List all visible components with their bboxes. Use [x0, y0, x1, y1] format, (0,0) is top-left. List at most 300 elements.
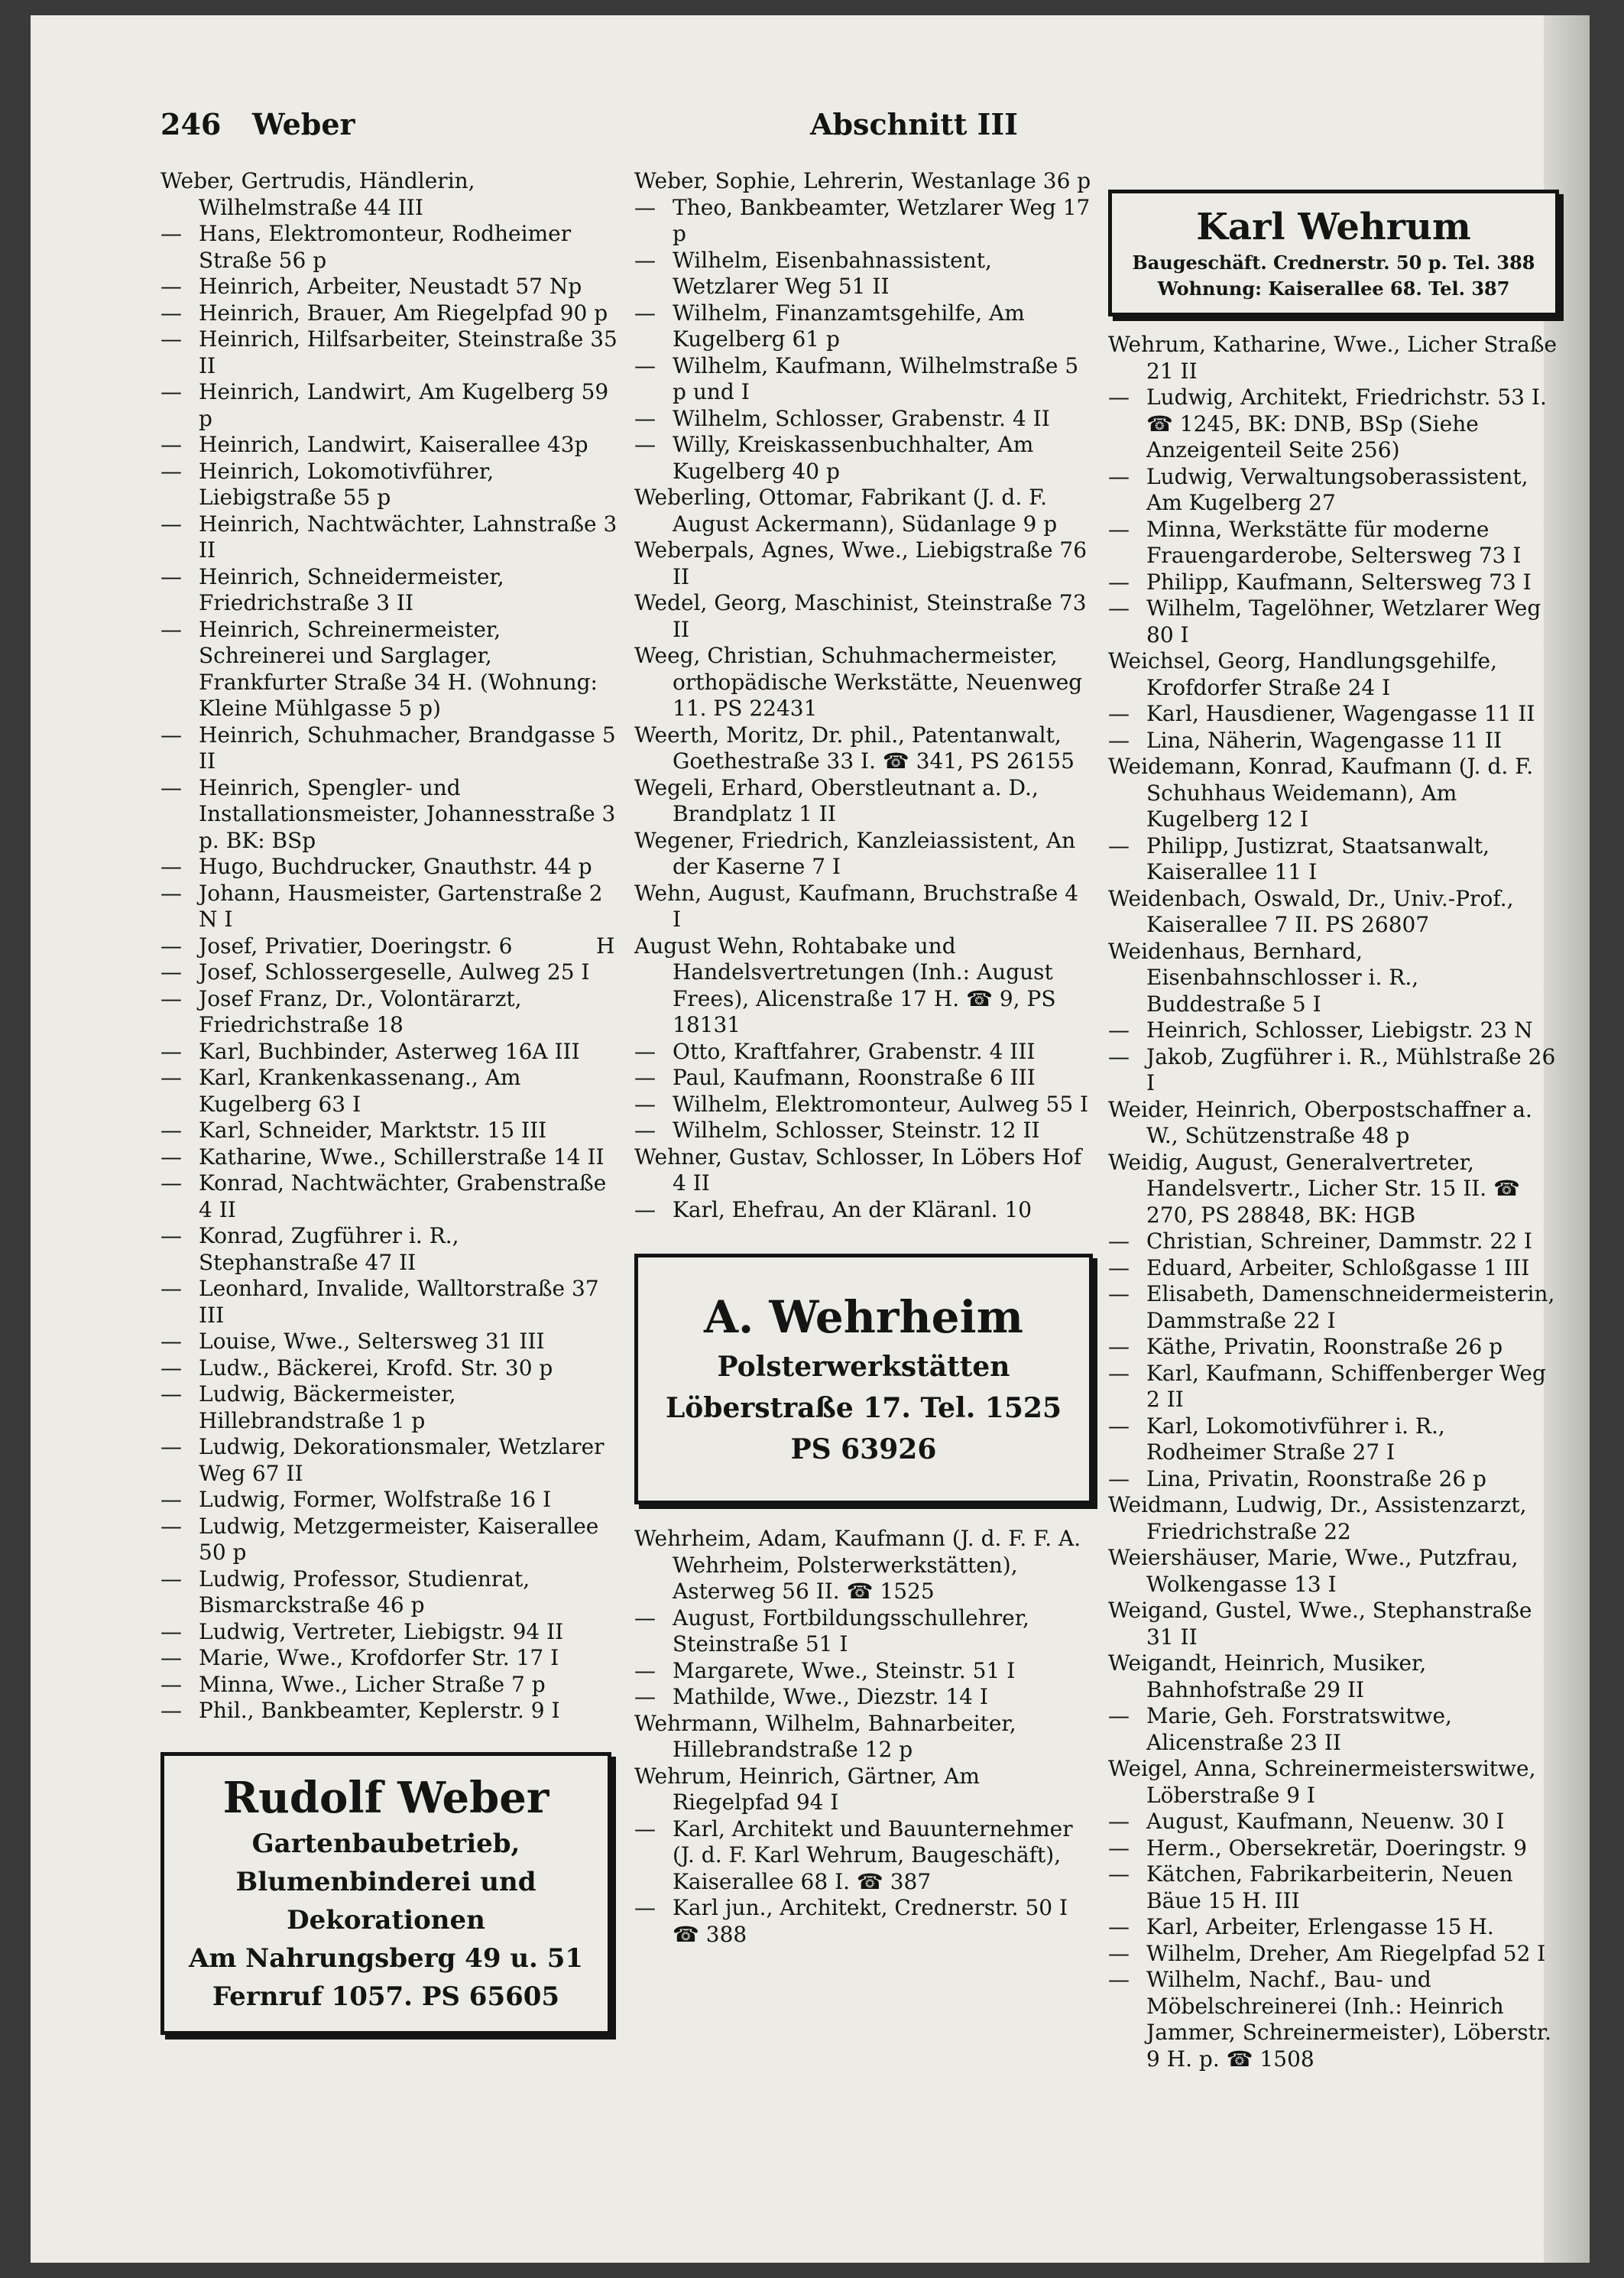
- directory-entry: [160, 1487, 619, 1514]
- directory-entry: [1108, 1756, 1559, 1809]
- entry-text: Josef Franz, Dr., Volontärarzt, Friedrichstraße 18: [199, 985, 522, 1037]
- repeat-dash: —: [1108, 701, 1130, 726]
- entry-text: Heinrich, Schreinermeister, Schreinerei und Sarglager, Frankfurter Straße 34 H. (Wohnung: Kleine Mühlgasse 5 p): [199, 616, 598, 721]
- repeat-dash: —: [634, 1091, 656, 1117]
- repeat-dash: —: [160, 1698, 182, 1723]
- entry-text: Otto, Kraftfahrer, Grabenstr. 4 III: [673, 1038, 1036, 1064]
- entry-text: Heinrich, Schneidermeister, Friedrichstraße 3 II: [199, 563, 504, 615]
- repeat-dash: —: [160, 1276, 182, 1301]
- repeat-dash: —: [634, 1657, 656, 1683]
- directory-entry: [160, 854, 619, 881]
- repeat-dash: —: [160, 1355, 182, 1381]
- entry-text: Mathilde, Wwe., Diezstr. 14 I: [673, 1684, 988, 1709]
- repeat-dash: —: [1108, 595, 1130, 621]
- repeat-dash: —: [634, 405, 656, 431]
- directory-entry: [160, 1381, 619, 1434]
- entry-text: Heinrich, Hilfsarbeiter, Steinstraße 35 II: [199, 326, 618, 378]
- directory-entry: [1108, 1914, 1559, 1941]
- repeat-dash: —: [1108, 1360, 1130, 1386]
- entry-text: Wilhelm, Elektromonteur, Aulweg 55 I: [673, 1091, 1089, 1117]
- repeat-dash: —: [1108, 569, 1130, 595]
- directory-entry: [634, 1197, 1093, 1224]
- repeat-dash: —: [634, 1065, 656, 1090]
- directory-entry: [1108, 1492, 1559, 1545]
- entry-text: Katharine, Wwe., Schillerstraße 14 II: [199, 1144, 605, 1170]
- entry-text: Wilhelm, Dreher, Am Riegelpfad 52 I: [1146, 1940, 1546, 1966]
- repeat-dash: —: [160, 1487, 182, 1512]
- repeat-dash: —: [160, 933, 182, 959]
- directory-entry: [1108, 1703, 1559, 1756]
- repeat-dash: —: [634, 1196, 656, 1222]
- entry-text: Christian, Schreiner, Dammstr. 22 I: [1146, 1228, 1532, 1254]
- entry-text: Wilhelm, Kaufmann, Wilhelmstraße 5 p und I: [673, 352, 1079, 404]
- column-1: [160, 168, 619, 2058]
- directory-entry: [634, 590, 1093, 643]
- directory-entry: [1108, 1334, 1559, 1361]
- repeat-dash: —: [160, 274, 182, 299]
- directory-entry: [1108, 1361, 1559, 1413]
- repeat-dash: —: [634, 352, 656, 378]
- ad-line: Gartenbaubetrieb, Blumenbinderei und Dekorationen: [235, 1828, 536, 1936]
- directory-entry: [160, 511, 619, 564]
- entry-text: Ludwig, Architekt, Friedrichstr. 53 I. ☎ 1245, BK: DNB, BSp (Siehe Anzeigenteil Seite 256): [1146, 385, 1547, 462]
- repeat-dash: —: [634, 1038, 656, 1064]
- directory-entry: [1108, 1281, 1559, 1334]
- directory-entry: [1108, 886, 1559, 939]
- entry-text: Philipp, Justizrat, Staatsanwalt, Kaiserallee 11 I: [1146, 832, 1490, 884]
- repeat-dash: —: [1108, 1967, 1130, 1992]
- directory-entry: [160, 1566, 619, 1619]
- entry-text: Johann, Hausmeister, Gartenstraße 2 N I: [199, 880, 603, 932]
- directory-entry: [634, 775, 1093, 828]
- directory-entry: [634, 1605, 1093, 1658]
- entry-text: Karl jun., Architekt, Crednerstr. 50 I ☎ 388: [673, 1895, 1068, 1947]
- directory-entry: [634, 1816, 1093, 1896]
- entry-text: Hans, Elektromonteur, Rodheimer Straße 56 p: [199, 221, 572, 273]
- repeat-dash: —: [160, 1645, 182, 1670]
- directory-entry: [160, 1672, 619, 1699]
- column-2: [596, 168, 1093, 1948]
- directory-entry: [160, 1434, 619, 1487]
- entry-text: Marie, Geh. Forstratswitwe, Alicenstraße 23 II: [1146, 1703, 1452, 1755]
- directory-entry: [1108, 1044, 1559, 1097]
- entry-text: Minna, Wwe., Licher Straße 7 p: [199, 1671, 546, 1697]
- directory-entry: [160, 775, 619, 855]
- directory-entry: [634, 353, 1093, 406]
- directory-entry: [634, 1711, 1093, 1764]
- directory-entry: [160, 564, 619, 617]
- entry-text: Weidemann, Konrad, Kaufmann (J. d. F. Schuhhaus Weidemann), Am Kugelberg 12 I: [1108, 754, 1534, 832]
- directory-entry: [160, 1645, 619, 1672]
- repeat-dash: —: [160, 722, 182, 748]
- entry-text: Karl, Krankenkassenang., Am Kugelberg 63 I: [199, 1065, 521, 1117]
- entry-text: Theo, Bankbeamter, Wetzlarer Weg 17 p: [673, 194, 1091, 246]
- entry-list: [160, 168, 619, 1725]
- entry-list: [596, 168, 1093, 1223]
- directory-entry: [1108, 754, 1559, 833]
- directory-entry: [160, 881, 619, 933]
- repeat-dash: —: [1108, 385, 1130, 410]
- directory-entry: [160, 722, 619, 775]
- directory-entry: [1108, 1835, 1559, 1862]
- entry-text: Wilhelm, Finanzamtsgehilfe, Am Kugelberg 61 p: [673, 300, 1025, 352]
- directory-entry: [1108, 1545, 1559, 1598]
- repeat-dash: —: [1108, 1940, 1130, 1966]
- entry-text: Weidenhaus, Bernhard, Eisenbahnschlosser i. R., Buddestraße 5 I: [1108, 938, 1419, 1017]
- directory-entry: [160, 1619, 619, 1646]
- entry-text: Konrad, Nachtwächter, Grabenstraße 4 II: [199, 1170, 607, 1222]
- directory-entry: [160, 986, 619, 1039]
- column-3: [1108, 168, 1559, 2072]
- entry-text: Karl, Architekt und Bauunternehmer (J. d. F. Karl Wehrum, Baugeschäft), Kaiserallee 68 I. ☎ 387: [673, 1816, 1073, 1894]
- entry-text: Wehrheim, Adam, Kaufmann (J. d. F. F. A. Wehrheim, Polsterwerkstätten), Asterweg 56 II. ☎ 1525: [634, 1526, 1081, 1604]
- entry-text: Karl, Ehefrau, An der Kläranl. 10: [673, 1196, 1032, 1222]
- directory-entry: [1108, 570, 1559, 596]
- entry-text: Weichsel, Georg, Handlungsgehilfe, Krofdorfer Straße 24 I: [1108, 648, 1497, 700]
- directory-entry: [1108, 1413, 1559, 1466]
- directory-entry: [634, 1526, 1093, 1605]
- entry-text: Wilhelm, Tagelöhner, Wetzlarer Weg 80 I: [1146, 595, 1541, 647]
- entry-text: Wehner, Gustav, Schlosser, In Löbers Hof 4 II: [634, 1144, 1082, 1196]
- entry-text: Josef, Schlossergeselle, Aulweg 25 I: [199, 959, 590, 985]
- directory-entry: [160, 1118, 619, 1144]
- advertisement-a-wehrheim: [634, 1254, 1093, 1504]
- directory-entry: [160, 1355, 619, 1382]
- entry-text: Wegener, Friedrich, Kanzleiassistent, An der Kaserne 7 I: [634, 827, 1076, 879]
- entry-text: Weerth, Moritz, Dr. phil., Patentanwalt, Goethestraße 33 I. ☎ 341, PS 26155: [634, 722, 1075, 774]
- directory-entry: [634, 300, 1093, 353]
- directory-entry: [1108, 728, 1559, 754]
- entry-text: Heinrich, Arbeiter, Neustadt 57 Np: [199, 274, 582, 299]
- repeat-dash: —: [160, 563, 182, 589]
- repeat-dash: —: [160, 1671, 182, 1697]
- running-head-name: Weber: [252, 107, 355, 141]
- repeat-dash: —: [160, 1223, 182, 1248]
- repeat-dash: —: [634, 247, 656, 273]
- ad-line: PS 63926: [790, 1433, 937, 1465]
- directory-entry: [634, 1118, 1093, 1144]
- directory-entry: [160, 1170, 619, 1223]
- entry-text: Ludwig, Former, Wolfstraße 16 I: [199, 1487, 552, 1512]
- repeat-dash: —: [634, 194, 656, 220]
- repeat-dash: —: [1108, 1043, 1130, 1069]
- entry-text: August, Kaufmann, Neuenw. 30 I: [1146, 1809, 1505, 1834]
- entry-text: Wedel, Georg, Maschinist, Steinstraße 73 II: [634, 590, 1087, 642]
- entry-text: Phil., Bankbeamter, Keplerstr. 9 I: [199, 1698, 560, 1723]
- repeat-dash: —: [1108, 1861, 1130, 1887]
- entry-text: August Wehn, Rohtabake und Handelsvertretungen (Inh.: August Frees), Alicenstraße 17 H. ☎ 9, PS 18131: [634, 933, 1056, 1037]
- directory-entry: [634, 643, 1093, 722]
- directory-entry: [634, 1684, 1093, 1711]
- repeat-dash: —: [160, 1170, 182, 1196]
- entry-text: Kätchen, Fabrikarbeiterin, Neuen Bäue 15 H. III: [1146, 1861, 1513, 1913]
- repeat-dash: —: [160, 300, 182, 326]
- entry-text: Jakob, Zugführer i. R., Mühlstraße 26 I: [1146, 1043, 1556, 1095]
- directory-entry: [634, 881, 1093, 933]
- entry-text: Lina, Privatin, Roonstraße 26 p: [1146, 1465, 1486, 1491]
- repeat-dash: —: [634, 1684, 656, 1709]
- repeat-dash: —: [634, 1605, 656, 1631]
- entry-text: Ludw., Bäckerei, Krofd. Str. 30 p: [199, 1355, 553, 1381]
- directory-entry: [634, 1092, 1093, 1118]
- ad-title: A. Wehrheim: [704, 1291, 1023, 1343]
- entry-text: Ludwig, Professor, Studienrat, Bismarckstraße 46 p: [199, 1566, 530, 1618]
- entry-text: Eduard, Arbeiter, Schloßgasse 1 III: [1146, 1254, 1530, 1280]
- directory-entry: [160, 459, 619, 511]
- entry-text: Weeg, Christian, Schuhmachermeister, orthopädische Werkstätte, Neuenweg 11. PS 22431: [634, 643, 1083, 721]
- entry-text: Herm., Obersekretär, Doeringstr. 9: [1146, 1835, 1528, 1861]
- directory-entry: [160, 432, 619, 459]
- entry-text: Marie, Wwe., Krofdorfer Str. 17 I: [199, 1645, 559, 1670]
- page-number: 246: [160, 107, 222, 141]
- directory-entry: [634, 248, 1093, 300]
- repeat-dash: —: [160, 379, 182, 404]
- entry-text: Weber, Gertrudis, Händlerin, Wilhelmstraße 44 III: [160, 168, 475, 220]
- entry-text: Hugo, Buchdrucker, Gnauthstr. 44 p: [199, 854, 592, 879]
- repeat-dash: —: [160, 458, 182, 484]
- repeat-dash: —: [160, 1144, 182, 1170]
- repeat-dash: —: [160, 880, 182, 906]
- directory-entry: [1108, 1097, 1559, 1150]
- entry-text: Lina, Näherin, Wagengasse 11 II: [1146, 727, 1502, 753]
- advertisement-karl-wehrum: [1108, 190, 1559, 316]
- ad-line: Baugeschäft. Crednerstr. 50 p. Tel. 388: [1132, 251, 1535, 274]
- directory-entry: [634, 1895, 1093, 1948]
- ad-line: Wohnung: Kaiserallee 68. Tel. 387: [1157, 277, 1510, 300]
- directory-entry: [634, 195, 1093, 248]
- entry-text: Heinrich, Nachtwächter, Lahnstraße 3 II: [199, 511, 618, 563]
- repeat-dash: —: [1108, 727, 1130, 753]
- directory-entry: [160, 300, 619, 327]
- entry-text: Heinrich, Schuhmacher, Brandgasse 5 II: [199, 722, 616, 774]
- directory-entry: [1108, 332, 1559, 385]
- directory-entry: [160, 326, 619, 379]
- repeat-dash: —: [160, 616, 182, 642]
- entry-text: August, Fortbildungsschullehrer, Steinstraße 51 I: [673, 1605, 1029, 1657]
- entry-text: Karl, Hausdiener, Wagengasse 11 II: [1146, 701, 1535, 726]
- directory-entry: [1108, 1228, 1559, 1255]
- directory-entry: [160, 274, 619, 300]
- entry-text: Weberpals, Agnes, Wwe., Liebigstraße 76 II: [634, 537, 1088, 589]
- repeat-dash: —: [634, 1895, 656, 1920]
- directory-entry: [160, 959, 619, 986]
- entry-text: Weigand, Gustel, Wwe., Stephanstraße 31 II: [1108, 1598, 1532, 1650]
- entry-text: Paul, Kaufmann, Roonstraße 6 III: [673, 1065, 1036, 1090]
- repeat-dash: —: [1108, 832, 1130, 858]
- entry-text: Ludwig, Verwaltungsoberassistent, Am Kugelberg 27: [1146, 463, 1528, 515]
- entry-text: Margarete, Wwe., Steinstr. 51 I: [673, 1657, 1016, 1683]
- entry-text: Wehn, August, Kaufmann, Bruchstraße 4 I: [634, 880, 1079, 932]
- repeat-dash: —: [160, 985, 182, 1011]
- directory-entry: [1108, 1598, 1559, 1650]
- entry-text: Louise, Wwe., Seltersweg 31 III: [199, 1329, 545, 1354]
- entry-text: Karl, Arbeiter, Erlengasse 15 H.: [1146, 1914, 1494, 1939]
- entry-text: Heinrich, Landwirt, Kaiserallee 43p: [199, 432, 588, 457]
- directory-entry: [1108, 1861, 1559, 1914]
- directory-entry: [160, 1514, 619, 1566]
- directory-entry: [160, 1039, 619, 1066]
- directory-entry: [634, 1039, 1093, 1066]
- repeat-dash: —: [160, 511, 182, 537]
- repeat-dash: —: [160, 1434, 182, 1459]
- repeat-dash: —: [160, 1118, 182, 1143]
- ad-line: Löberstraße 17. Tel. 1525: [665, 1392, 1062, 1424]
- repeat-dash: —: [1108, 1334, 1130, 1359]
- entry-text: Leonhard, Invalide, Walltorstraße 37 III: [199, 1276, 599, 1328]
- entry-text: Weber, Sophie, Lehrerin, Westanlage 36 p: [634, 168, 1091, 193]
- entry-text: Weigel, Anna, Schreinermeisterswitwe, Löberstraße 9 I: [1108, 1756, 1536, 1808]
- repeat-dash: —: [160, 1065, 182, 1090]
- directory-entry: [1108, 1941, 1559, 1968]
- entry-text: Elisabeth, Damenschneidermeisterin, Dammstraße 22 I: [1146, 1281, 1555, 1333]
- entry-text: Weidenbach, Oswald, Dr., Univ.-Prof., Kaiserallee 7 II. PS 26807: [1108, 885, 1514, 937]
- entry-text: Karl, Kaufmann, Schiffenberger Weg 2 II: [1146, 1360, 1546, 1412]
- directory-entry: [634, 406, 1093, 433]
- entry-text: Heinrich, Landwirt, Am Kugelberg 59 p: [199, 379, 609, 431]
- repeat-dash: —: [1108, 1703, 1130, 1728]
- page-header: [160, 107, 1551, 153]
- entry-list: [634, 1526, 1093, 1948]
- entry-text: Ludwig, Vertreter, Liebigstr. 94 II: [199, 1618, 564, 1644]
- entry-text: Heinrich, Brauer, Am Riegelpfad 90 p: [199, 300, 608, 326]
- ad-title: Rudolf Weber: [222, 1772, 549, 1823]
- repeat-dash: —: [634, 432, 656, 457]
- entry-text: Minna, Werkstätte für moderne Frauengarderobe, Seltersweg 73 I: [1146, 516, 1522, 568]
- repeat-dash: —: [1108, 463, 1130, 489]
- entry-text: Willy, Kreiskassenbuchhalter, Am Kugelberg 40 p: [673, 432, 1034, 484]
- entry-text: Wilhelm, Nachf., Bau- und Möbelschreinerei (Inh.: Heinrich Jammer, Schreinermeister), Löberstr. 9 H. p. ☎ 1508: [1146, 1967, 1552, 2072]
- directory-entry: [634, 432, 1093, 485]
- directory-entry: [1108, 939, 1559, 1018]
- repeat-dash: —: [1108, 1914, 1130, 1939]
- directory-entry: [1108, 1150, 1559, 1229]
- directory-entry: [1108, 595, 1559, 648]
- directory-page: [31, 15, 1590, 2263]
- repeat-dash: —: [1108, 1835, 1130, 1861]
- directory-entry: [160, 168, 619, 221]
- repeat-dash: —: [160, 774, 182, 800]
- entry-text: Josef, Privatier, Doeringstr. 6: [199, 933, 513, 959]
- entry-text: Ludwig, Bäckermeister, Hillebrandstraße 1 p: [199, 1381, 456, 1433]
- entry-text: Konrad, Zugführer i. R., Stephanstraße 47 II: [199, 1223, 459, 1275]
- repeat-dash: —: [1108, 1254, 1130, 1280]
- margin-mark: H: [596, 933, 615, 959]
- directory-entry: [1108, 1650, 1559, 1703]
- entry-text: Heinrich, Spengler- und Installationsmeister, Johannesstraße 3 p. BK: BSp: [199, 774, 616, 853]
- repeat-dash: —: [160, 432, 182, 457]
- directory-entry: [634, 537, 1093, 590]
- directory-entry: [160, 379, 619, 432]
- repeat-dash: —: [160, 1038, 182, 1064]
- repeat-dash: —: [1108, 1465, 1130, 1491]
- entry-text: Wehrum, Katharine, Wwe., Licher Straße 21 II: [1108, 332, 1558, 384]
- repeat-dash: —: [160, 1381, 182, 1407]
- directory-entry: [1108, 1809, 1559, 1835]
- ad-line: Am Nahrungsberg 49 u. 51: [188, 1942, 584, 1974]
- directory-entry: [634, 828, 1093, 881]
- entry-text: Weidig, August, Generalvertreter, Handelsvertr., Licher Str. 15 II. ☎ 270, PS 28848, BK: HGB: [1108, 1149, 1520, 1228]
- repeat-dash: —: [1108, 1281, 1130, 1306]
- directory-entry: [634, 1764, 1093, 1816]
- directory-entry: [1108, 517, 1559, 570]
- ad-title: Karl Wehrum: [1196, 206, 1471, 248]
- directory-entry: [1108, 1017, 1559, 1044]
- entry-text: Weidmann, Ludwig, Dr., Assistenzarzt, Friedrichstraße 22: [1108, 1492, 1527, 1544]
- directory-entry: [160, 617, 619, 722]
- repeat-dash: —: [634, 300, 656, 326]
- directory-entry: [160, 1223, 619, 1276]
- entry-text: Karl, Buchbinder, Asterweg 16A III: [199, 1038, 580, 1064]
- directory-entry: [160, 1144, 619, 1171]
- entry-text: Wehrum, Heinrich, Gärtner, Am Riegelpfad 94 I: [634, 1763, 980, 1815]
- repeat-dash: —: [160, 1618, 182, 1644]
- repeat-dash: —: [634, 1118, 656, 1143]
- entry-text: Karl, Schneider, Marktstr. 15 III: [199, 1118, 547, 1143]
- advertisement-rudolf-weber: [160, 1752, 611, 2035]
- directory-entry: [634, 1658, 1093, 1685]
- directory-entry: [1108, 464, 1559, 517]
- entry-text: Philipp, Kaufmann, Seltersweg 73 I: [1146, 569, 1532, 595]
- repeat-dash: —: [1108, 1809, 1130, 1834]
- directory-entry: [160, 1698, 619, 1725]
- directory-entry: [1108, 1967, 1559, 2072]
- directory-entry: [1108, 701, 1559, 728]
- repeat-dash: —: [1108, 1017, 1130, 1043]
- directory-entry: [634, 485, 1093, 537]
- entry-text: Ludwig, Metzgermeister, Kaiserallee 50 p: [199, 1513, 599, 1565]
- entry-text: Heinrich, Schlosser, Liebigstr. 23 N: [1146, 1017, 1533, 1043]
- repeat-dash: —: [160, 1513, 182, 1539]
- entry-text: Käthe, Privatin, Roonstraße 26 p: [1146, 1334, 1503, 1359]
- directory-entry: [634, 722, 1093, 775]
- ad-line: Polsterwerkstätten: [717, 1351, 1010, 1383]
- entry-text: Weberling, Ottomar, Fabrikant (J. d. F. August Ackermann), Südanlage 9 p: [634, 485, 1058, 537]
- entry-text: Karl, Lokomotivführer i. R., Rodheimer Straße 27 I: [1146, 1413, 1445, 1465]
- repeat-dash: —: [1108, 516, 1130, 542]
- entry-text: Heinrich, Lokomotivführer, Liebigstraße 55 p: [199, 458, 494, 510]
- repeat-dash: —: [1108, 1228, 1130, 1254]
- directory-entry: [634, 1065, 1093, 1092]
- directory-entry: [160, 1329, 619, 1355]
- entry-text: Wilhelm, Schlosser, Steinstr. 12 II: [673, 1118, 1040, 1143]
- directory-entry: [160, 221, 619, 274]
- entry-text: Wehrmann, Wilhelm, Bahnarbeiter, Hillebrandstraße 12 p: [634, 1710, 1016, 1762]
- repeat-dash: —: [160, 221, 182, 246]
- repeat-dash: —: [160, 959, 182, 985]
- repeat-dash: —: [160, 1329, 182, 1354]
- entry-text: Ludwig, Dekorationsmaler, Wetzlarer Weg 67 II: [199, 1434, 605, 1486]
- directory-entry: [1108, 833, 1559, 886]
- entry-text: Wegeli, Erhard, Oberstleutnant a. D., Brandplatz 1 II: [634, 774, 1039, 826]
- repeat-dash: —: [634, 1816, 656, 1842]
- directory-entry: [596, 933, 1093, 1039]
- directory-entry: [160, 1065, 619, 1118]
- directory-entry: [634, 168, 1093, 195]
- entry-text: Wilhelm, Eisenbahnassistent, Wetzlarer Weg 51 II: [673, 247, 992, 299]
- directory-entry: [1108, 1466, 1559, 1493]
- directory-entry: [160, 933, 619, 960]
- repeat-dash: —: [160, 1566, 182, 1592]
- entry-text: Weider, Heinrich, Oberpostschaffner a. W., Schützenstraße 48 p: [1108, 1096, 1532, 1148]
- directory-entry: [1108, 648, 1559, 701]
- entry-text: Weiershäuser, Marie, Wwe., Putzfrau, Wolkengasse 13 I: [1108, 1545, 1519, 1597]
- directory-entry: [634, 1144, 1093, 1197]
- directory-entry: [1108, 385, 1559, 464]
- ad-line: Fernruf 1057. PS 65605: [212, 1981, 560, 2012]
- entry-text: Wilhelm, Schlosser, Grabenstr. 4 II: [673, 405, 1050, 431]
- entry-text: Weigandt, Heinrich, Musiker, Bahnhofstraße 29 II: [1108, 1650, 1427, 1702]
- repeat-dash: —: [160, 326, 182, 352]
